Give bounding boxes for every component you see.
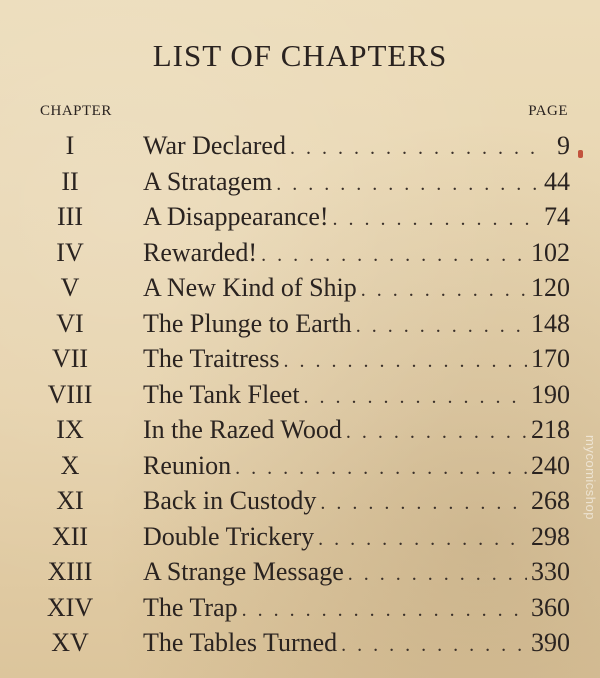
chapter-title: A New Kind of Ship bbox=[143, 273, 357, 302]
chapter-row bbox=[0, 164, 600, 200]
chapter-row bbox=[0, 483, 600, 519]
chapter-row bbox=[0, 412, 600, 448]
chapter-title: War Declared bbox=[143, 131, 286, 160]
chapter-number: XI bbox=[56, 486, 84, 515]
chapter-number: I bbox=[65, 131, 75, 160]
chapter-row bbox=[0, 128, 600, 164]
chapter-page: 9 bbox=[557, 131, 570, 160]
leader-dots bbox=[361, 273, 527, 309]
leader-dots bbox=[235, 451, 527, 487]
chapter-page: 120 bbox=[531, 273, 570, 302]
chapter-row bbox=[0, 235, 600, 271]
chapter-page: 240 bbox=[531, 450, 570, 480]
chapter-page: 330 bbox=[531, 557, 570, 586]
chapter-page: 390 bbox=[531, 628, 570, 657]
chapter-number: V bbox=[60, 273, 80, 302]
chapter-number: III bbox=[57, 202, 83, 231]
leader-dots bbox=[318, 522, 527, 558]
page-title: LIST OF CHAPTERS bbox=[152, 38, 448, 73]
chapter-title: A Disappearance! bbox=[143, 202, 329, 231]
chapter-title: A Stratagem bbox=[143, 166, 273, 196]
chapter-page: 148 bbox=[531, 308, 570, 338]
chapter-page: 170 bbox=[531, 344, 570, 373]
chapter-number: XV bbox=[51, 628, 89, 657]
chapter-number: XII bbox=[51, 521, 89, 551]
chapter-row bbox=[0, 377, 600, 413]
chapter-row bbox=[0, 590, 600, 626]
chapter-title: Rewarded! bbox=[143, 237, 258, 267]
leader-dots bbox=[242, 593, 527, 629]
chapter-number: IV bbox=[56, 237, 84, 267]
chapter-title: Reunion bbox=[143, 450, 232, 480]
leader-dots bbox=[304, 380, 527, 416]
chapter-number: VIII bbox=[47, 379, 93, 409]
chapter-row bbox=[0, 270, 600, 306]
leader-dots bbox=[284, 344, 528, 380]
chapter-title: A Strange Message bbox=[143, 557, 344, 586]
ink-speck bbox=[578, 150, 583, 158]
chapter-row bbox=[0, 448, 600, 484]
chapter-column-header: CHAPTER bbox=[40, 103, 112, 119]
leader-dots bbox=[356, 309, 527, 345]
chapter-row bbox=[0, 554, 600, 590]
leader-dots bbox=[276, 167, 540, 203]
chapter-page: 360 bbox=[531, 592, 570, 622]
chapter-title: In the Razed Wood bbox=[143, 415, 342, 444]
chapter-title: The Tables Turned bbox=[143, 628, 338, 657]
leader-dots bbox=[346, 415, 527, 451]
chapter-number: II bbox=[61, 166, 79, 196]
chapter-number: VII bbox=[51, 344, 89, 373]
leader-dots bbox=[261, 238, 527, 274]
leader-dots bbox=[348, 557, 527, 593]
chapter-title: The Trap bbox=[143, 592, 238, 622]
chapter-page: 102 bbox=[531, 237, 570, 267]
chapter-page: 44 bbox=[544, 166, 570, 196]
watermark-text: mycomicshop bbox=[583, 435, 598, 520]
page-column-header: PAGE bbox=[528, 103, 568, 119]
chapter-page: 218 bbox=[531, 415, 570, 444]
leader-dots bbox=[320, 486, 527, 522]
chapter-title: The Tank Fleet bbox=[143, 379, 300, 409]
chapter-row bbox=[0, 341, 600, 377]
chapter-number: VI bbox=[56, 308, 84, 338]
chapter-page: 298 bbox=[531, 521, 570, 551]
leader-dots bbox=[333, 202, 540, 238]
chapter-row bbox=[0, 199, 600, 235]
chapter-row bbox=[0, 519, 600, 555]
chapter-number: IX bbox=[56, 415, 84, 444]
leader-dots bbox=[290, 131, 546, 167]
chapter-title: The Traitress bbox=[143, 344, 280, 373]
chapter-title: Double Trickery bbox=[143, 521, 315, 551]
chapter-number: X bbox=[60, 450, 80, 480]
chapter-title: Back in Custody bbox=[143, 486, 317, 515]
chapter-number: XIV bbox=[46, 592, 94, 622]
chapter-number: XIII bbox=[47, 557, 93, 586]
leader-dots bbox=[341, 628, 527, 664]
chapter-page: 74 bbox=[544, 202, 570, 231]
chapter-list bbox=[0, 128, 600, 661]
chapter-title: The Plunge to Earth bbox=[143, 308, 352, 338]
chapter-page: 268 bbox=[531, 486, 570, 515]
chapter-row bbox=[0, 625, 600, 661]
chapter-row bbox=[0, 306, 600, 342]
chapter-page: 190 bbox=[531, 379, 570, 409]
